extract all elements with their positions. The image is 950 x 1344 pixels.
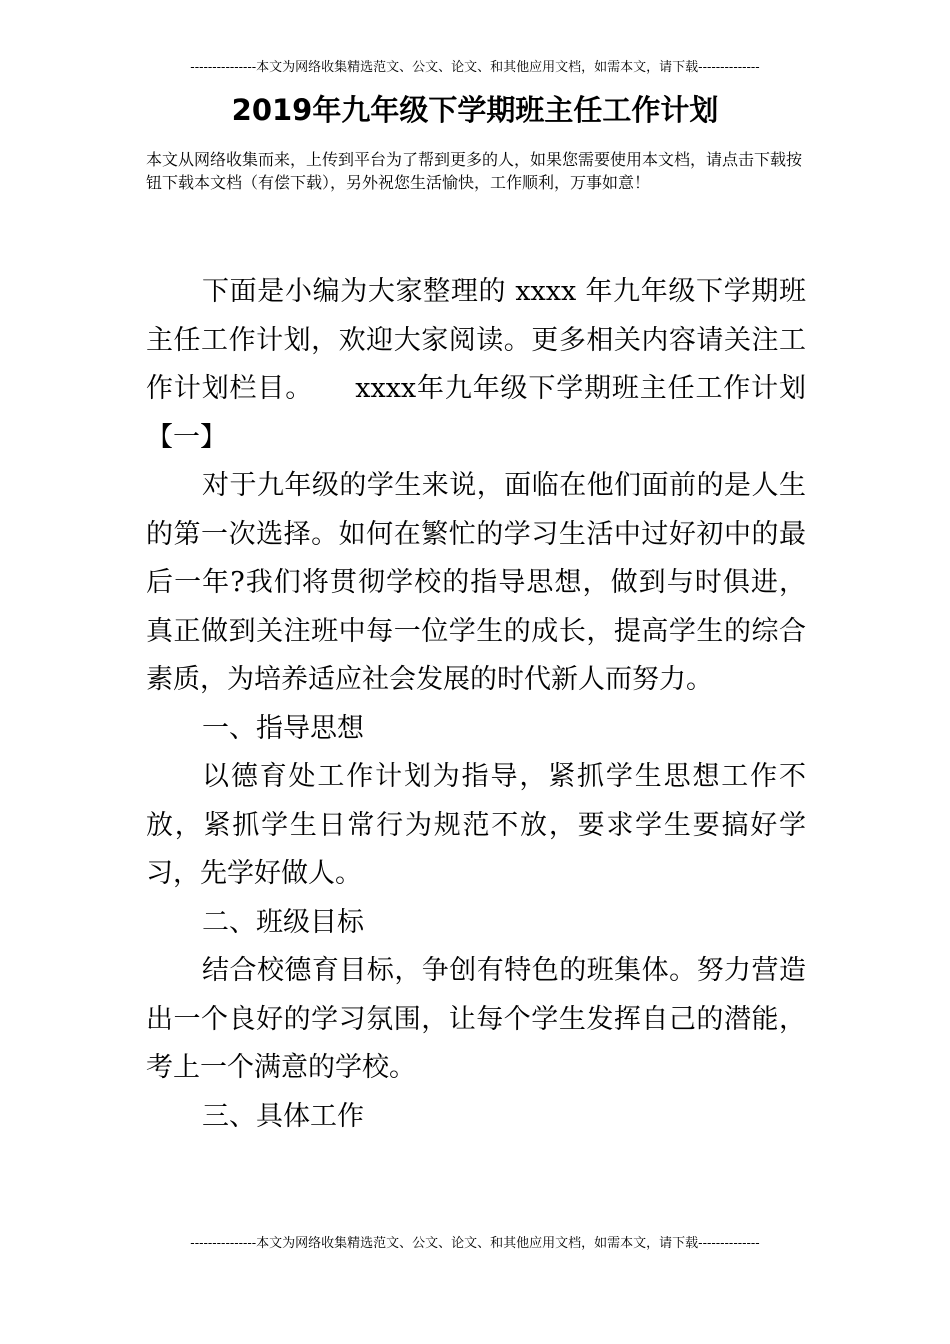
header-banner: ---------------本文为网络收集精选范文、公文、论文、和其他应用文档，如需本文，请下载-------------- (190, 60, 760, 75)
section-heading-class-goals: 二、班级目标 (202, 906, 364, 938)
document-body (146, 268, 806, 1141)
paragraph-overview: 对于九年级的学生来说，面临在他们面前的是人生的第一次选择。如何在繁忙的学习生活中过好初中的最后一年?我们将贯彻学校的指导思想，做到与时俱进，真正做到关注班中每一位学生的成长，提高学生的综合素质，为培养适应社会发展的时代新人而努力。 (146, 470, 806, 695)
paragraph-intro: 下面是小编为大家整理的 xxxx 年九年级下学期班主任工作计划，欢迎大家阅读。更多相关内容请关注工作计划栏目。 xxxx年九年级下学期班主任工作计划【一】 (146, 276, 806, 453)
paragraph-class-goals: 结合校德育目标，争创有特色的班集体。努力营造出一个良好的学习氛围，让每个学生发挥自己的潜能，考上一个满意的学校。 (146, 955, 806, 1083)
section-heading-specific-work: 三、具体工作 (202, 1100, 364, 1132)
paragraph-guiding-ideology: 以德育处工作计划为指导，紧抓学生思想工作不放，紧抓学生日常行为规范不放，要求学生要搞好学习，先学好做人。 (146, 761, 806, 889)
document-title: 2019年九年级下学期班主任工作计划 (231, 93, 719, 127)
footer-banner: ---------------本文为网络收集精选范文、公文、论文、和其他应用文档，如需本文，请下载-------------- (190, 1236, 760, 1251)
download-notice: 本文从网络收集而来，上传到平台为了帮到更多的人，如果您需要使用本文档，请点击下载按钮下载本文档（有偿下载），另外祝您生活愉快，工作顺利，万事如意！ (146, 150, 803, 192)
section-heading-guiding-ideology: 一、指导思想 (202, 712, 364, 744)
